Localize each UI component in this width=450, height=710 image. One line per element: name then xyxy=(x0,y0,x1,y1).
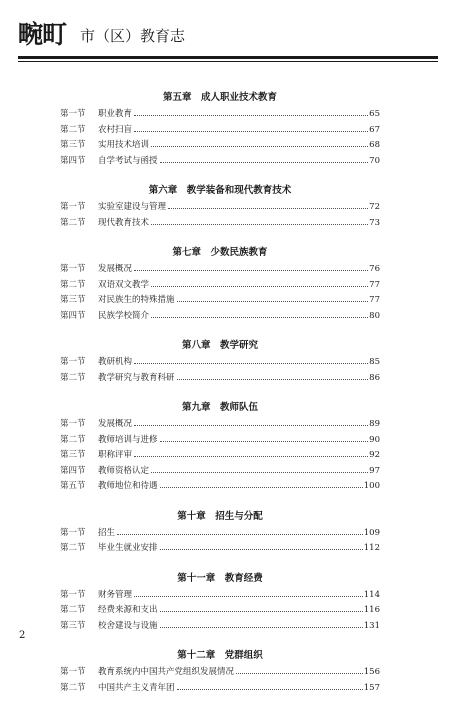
section-page: 72 xyxy=(369,202,380,212)
section-title: 教师培训与进修 xyxy=(98,434,158,445)
toc-entry[interactable] xyxy=(60,278,380,294)
toc-entry[interactable] xyxy=(60,123,380,139)
toc-chapter xyxy=(60,571,380,635)
toc-entry[interactable] xyxy=(60,309,380,325)
section-page: 156 xyxy=(363,667,380,677)
toc-entry[interactable] xyxy=(60,355,380,371)
section-title: 双语双文教学 xyxy=(98,279,150,290)
section-page: 131 xyxy=(363,620,380,631)
section-page: 90 xyxy=(369,434,380,445)
toc-entry[interactable] xyxy=(60,619,380,635)
toc-chapter xyxy=(60,183,380,231)
section-title: 校舍建设与设施 xyxy=(98,620,158,631)
toc-chapter xyxy=(60,400,380,495)
chapter-title: 第八章 教学研究 xyxy=(181,340,258,351)
toc-entry[interactable] xyxy=(60,154,380,170)
section-number: 第二节 xyxy=(60,279,86,290)
section-number: 第四节 xyxy=(60,155,86,166)
dot-leader xyxy=(151,224,368,225)
toc-entry[interactable] xyxy=(60,526,380,542)
chapter-title: 第七章 少数民族教育 xyxy=(172,247,268,258)
section-page: 76 xyxy=(369,264,380,274)
section-title: 毕业生就业安排 xyxy=(98,543,158,553)
toc-entry[interactable] xyxy=(60,603,380,619)
section-title: 民族学校简介 xyxy=(98,310,150,321)
section-number: 第二节 xyxy=(60,682,86,693)
section-page: 97 xyxy=(369,465,380,476)
toc-entry[interactable] xyxy=(60,138,380,154)
table-of-contents xyxy=(60,90,380,710)
section-page: 89 xyxy=(369,419,380,429)
section-title: 招生 xyxy=(98,527,116,538)
section-title: 教学研究与教育科研 xyxy=(98,372,175,383)
toc-chapter xyxy=(60,90,380,169)
section-title: 教师地位和待遇 xyxy=(98,481,158,491)
section-number: 第五节 xyxy=(60,481,86,491)
section-number: 第一节 xyxy=(60,419,86,429)
header-rule-thin xyxy=(18,61,438,62)
section-page: 85 xyxy=(369,357,380,367)
toc-entry[interactable] xyxy=(60,464,380,480)
section-page: 109 xyxy=(363,527,380,538)
section-number: 第三节 xyxy=(60,140,86,150)
toc-chapter xyxy=(60,648,380,696)
section-number: 第二节 xyxy=(60,543,86,553)
section-number: 第一节 xyxy=(60,264,86,274)
dot-leader xyxy=(160,627,363,628)
header-rule-thick xyxy=(18,56,438,59)
section-number: 第一节 xyxy=(60,357,86,367)
chapter-title: 第五章 成人职业技术教育 xyxy=(162,92,277,103)
dot-leader xyxy=(160,441,369,442)
dot-leader xyxy=(160,162,369,163)
toc-chapter xyxy=(60,245,380,324)
section-number: 第二节 xyxy=(60,434,86,445)
dot-leader xyxy=(177,379,369,380)
dot-leader xyxy=(177,301,369,302)
section-number: 第三节 xyxy=(60,620,86,631)
dot-leader xyxy=(134,456,368,457)
dot-leader xyxy=(151,146,368,147)
section-title: 财务管理 xyxy=(98,589,133,600)
section-title: 教育系统内中国共产党组织发展情况 xyxy=(98,667,235,677)
section-title: 教研机构 xyxy=(98,357,133,367)
section-page: 114 xyxy=(363,589,380,600)
dot-leader xyxy=(151,286,368,287)
toc-entry[interactable] xyxy=(60,448,380,464)
toc-entry[interactable] xyxy=(60,371,380,387)
section-number: 第二节 xyxy=(60,372,86,383)
section-title: 经费来源和支出 xyxy=(98,605,158,615)
section-number: 第二节 xyxy=(60,124,86,135)
section-page: 70 xyxy=(369,155,380,166)
toc-entry[interactable] xyxy=(60,293,380,309)
section-page: 116 xyxy=(363,605,380,615)
toc-entry[interactable] xyxy=(60,588,380,604)
toc-chapter xyxy=(60,509,380,557)
toc-entry[interactable] xyxy=(60,200,380,216)
toc-entry[interactable] xyxy=(60,107,380,123)
dot-leader xyxy=(117,534,363,535)
section-title: 现代教育技术 xyxy=(98,217,150,228)
toc-entry[interactable] xyxy=(60,479,380,495)
section-page: 80 xyxy=(369,310,380,321)
section-title: 对民族生的特殊措施 xyxy=(98,295,175,305)
section-title: 职称评审 xyxy=(98,450,133,460)
chapter-title: 第九章 教师队伍 xyxy=(181,402,258,413)
section-page: 77 xyxy=(369,279,380,290)
section-number: 第三节 xyxy=(60,295,86,305)
dot-leader xyxy=(134,131,368,132)
section-number: 第一节 xyxy=(60,109,86,119)
chapter-title: 第十二章 党群组织 xyxy=(177,650,263,661)
section-title: 农村扫盲 xyxy=(98,124,133,135)
section-page: 92 xyxy=(369,450,380,460)
page-number: 2 xyxy=(19,630,26,641)
section-page: 100 xyxy=(363,481,380,491)
section-number: 第一节 xyxy=(60,667,86,677)
section-title: 教师资格认定 xyxy=(98,465,150,476)
section-page: 65 xyxy=(369,109,380,119)
chapter-title: 第十章 招生与分配 xyxy=(177,510,263,522)
chapter-title: 第十一章 教育经费 xyxy=(177,572,263,584)
dot-leader xyxy=(134,363,368,364)
section-number: 第二节 xyxy=(60,217,86,228)
section-page: 112 xyxy=(363,543,380,553)
section-number: 第一节 xyxy=(60,589,86,600)
toc-entry[interactable] xyxy=(60,541,380,557)
running-header xyxy=(18,20,438,50)
dot-leader xyxy=(160,611,363,612)
chapter-title: 第六章 教学装备和现代教育技术 xyxy=(148,185,292,196)
section-page: 157 xyxy=(363,682,380,693)
header-title-small: 市（区）教育志 xyxy=(80,27,186,45)
section-title: 实验室建设与管理 xyxy=(98,202,167,212)
dot-leader xyxy=(134,425,368,426)
dot-leader xyxy=(134,596,363,597)
section-title: 发展概况 xyxy=(98,264,133,274)
dot-leader xyxy=(160,549,363,550)
toc-entry[interactable] xyxy=(60,262,380,278)
toc-chapter xyxy=(60,338,380,386)
section-page: 73 xyxy=(369,217,380,228)
section-title: 发展概况 xyxy=(98,419,133,429)
section-title: 自学考试与函授 xyxy=(98,155,158,166)
section-number: 第三节 xyxy=(60,450,86,460)
dot-leader xyxy=(134,270,368,271)
toc-entry[interactable] xyxy=(60,417,380,433)
section-page: 67 xyxy=(369,124,380,135)
dot-leader xyxy=(134,115,368,116)
section-number: 第四节 xyxy=(60,310,86,321)
toc-entry[interactable] xyxy=(60,665,380,681)
section-title: 实用技术培训 xyxy=(98,140,150,150)
section-number: 第四节 xyxy=(60,465,86,476)
dot-leader xyxy=(177,689,363,690)
dot-leader xyxy=(168,208,368,209)
section-page: 86 xyxy=(369,372,380,383)
dot-leader xyxy=(151,317,368,318)
toc-entry[interactable] xyxy=(60,433,380,449)
section-title: 职业教育 xyxy=(98,109,133,119)
toc-entry[interactable] xyxy=(60,216,380,232)
dot-leader xyxy=(151,472,368,473)
section-number: 第二节 xyxy=(60,605,86,615)
section-title: 中国共产主义青年团 xyxy=(98,682,175,693)
section-page: 68 xyxy=(369,140,380,150)
section-page: 77 xyxy=(369,295,380,305)
header-title-large: 畹町 xyxy=(18,20,67,49)
section-number: 第一节 xyxy=(60,202,86,212)
dot-leader xyxy=(236,673,363,674)
toc-entry[interactable] xyxy=(60,681,380,697)
dot-leader xyxy=(160,487,363,488)
section-number: 第一节 xyxy=(60,527,86,538)
